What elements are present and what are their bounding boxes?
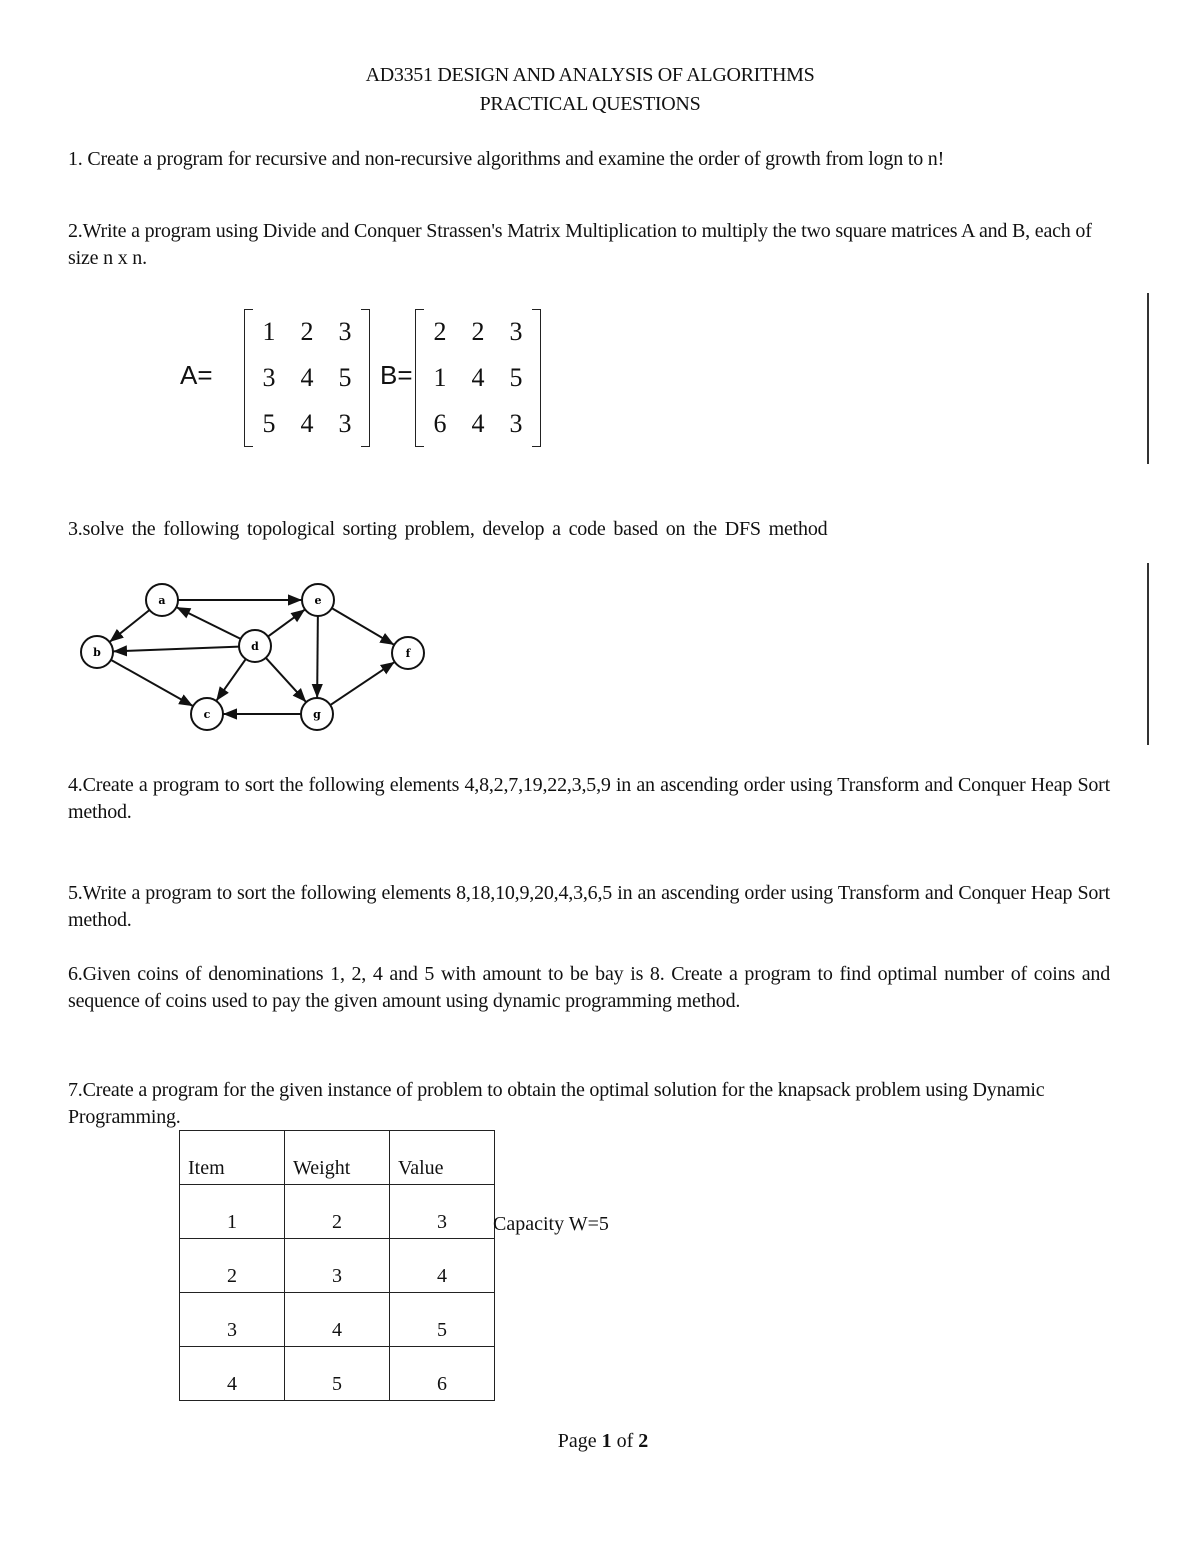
graph-node-c — [191, 698, 223, 730]
node-label: d — [251, 640, 259, 653]
graph-node-d — [239, 630, 271, 662]
document-title: AD3351 DESIGN AND ANALYSIS OF ALGORITHMS — [365, 64, 815, 86]
graph-edge-d-c — [216, 659, 246, 701]
topological-sort-graph — [0, 0, 1200, 760]
matrix-cell: 3 — [262, 363, 276, 392]
matrix-cell: 3 — [338, 317, 352, 346]
item-cell: 2 — [180, 1239, 285, 1293]
graph-node-g — [301, 698, 333, 730]
question-number: 2. — [68, 220, 83, 242]
matrix-cell: 4 — [300, 363, 314, 392]
item-cell: 3 — [180, 1293, 285, 1347]
matrix-b-label: B= — [380, 360, 413, 390]
question-number: 1. — [68, 148, 83, 170]
matrix-cell: 5 — [509, 363, 523, 392]
question-5 — [68, 880, 1110, 934]
value-cell: 4 — [390, 1239, 495, 1293]
table-row — [180, 1293, 495, 1347]
weight-cell: 5 — [285, 1347, 390, 1401]
graph-edge-e-f — [332, 608, 394, 645]
graph-edge-g-f — [330, 662, 394, 705]
graph-edge-b-c — [111, 660, 193, 706]
column-header-item: Item — [180, 1131, 285, 1185]
matrix-cell: 2 — [300, 317, 314, 346]
matrix-cell: 2 — [433, 317, 447, 346]
graph-edge-a-b — [109, 610, 149, 642]
question-number: 4. — [68, 774, 83, 796]
question-7 — [68, 1077, 1110, 1131]
knapsack-table — [179, 1130, 495, 1401]
graph-node-a — [146, 584, 178, 616]
matrix-cell: 4 — [300, 409, 314, 438]
of-label: of — [616, 1430, 634, 1452]
value-cell: 3 — [390, 1185, 495, 1239]
node-label: a — [158, 594, 166, 607]
capacity-label: Capacity W=5 — [493, 1213, 609, 1235]
graph-edge-e-g — [317, 616, 318, 698]
column-header-value: Value — [390, 1131, 495, 1185]
weight-cell: 2 — [285, 1185, 390, 1239]
question-number: 3. — [68, 518, 83, 540]
node-label: f — [405, 647, 411, 660]
table-row — [180, 1347, 495, 1401]
question-4 — [68, 772, 1110, 826]
document-subtitle: PRACTICAL QUESTIONS — [479, 93, 701, 115]
value-cell: 6 — [390, 1347, 495, 1401]
node-label: b — [93, 646, 101, 659]
matrix-cell: 4 — [471, 409, 485, 438]
matrix-cell: 1 — [262, 317, 276, 346]
page-indicator — [0, 1430, 1200, 1453]
question-text: Create a program to sort the following elements 4,8,2,7,19,22,3,5,9 in an ascending order using Transform and Conquer Heap Sort method. — [68, 774, 1110, 823]
node-label: c — [203, 708, 211, 721]
table-header-row — [180, 1131, 495, 1185]
question-text: Write a program to sort the following elements 8,18,10,9,20,4,3,6,5 in an ascending order using Transform and Conquer Heap Sort method. — [68, 882, 1110, 931]
matrix-cell: 5 — [262, 409, 276, 438]
question-number: 6. — [68, 963, 83, 985]
graph-node-e — [302, 584, 334, 616]
matrix-cell: 6 — [433, 409, 447, 438]
table-row — [180, 1185, 495, 1239]
matrix-cell: 3 — [338, 409, 352, 438]
graph-edge-d-b — [113, 647, 239, 652]
matrix-a-label: A= — [180, 360, 213, 390]
question-text: Create a program for the given instance of problem to obtain the optimal solution for the knapsack problem using Dynamic Programming. — [68, 1079, 1045, 1128]
page-prefix: Page — [557, 1430, 597, 1452]
weight-cell: 3 — [285, 1239, 390, 1293]
question-text: solve the following topological sorting problem, develop a code based on the DFS method — [82, 518, 828, 540]
total-pages: 2 — [638, 1430, 649, 1452]
graph-edge-d-g — [266, 658, 306, 702]
table-row — [180, 1239, 495, 1293]
graph-node-b — [81, 636, 113, 668]
matrix-cell: 3 — [509, 317, 523, 346]
graph-node-f — [392, 637, 424, 669]
question-text: Create a program for recursive and non-recursive algorithms and examine the order of growth from logn to n! — [87, 148, 945, 170]
node-label: g — [313, 708, 321, 721]
item-cell: 4 — [180, 1347, 285, 1401]
question-number: 5. — [68, 882, 83, 904]
matrix-cell: 5 — [338, 363, 352, 392]
node-label: e — [314, 594, 322, 607]
matrix-cell: 3 — [509, 409, 523, 438]
question-6 — [68, 961, 1110, 1015]
column-header-weight: Weight — [285, 1131, 390, 1185]
graph-edge-d-e — [268, 609, 305, 636]
value-cell: 5 — [390, 1293, 495, 1347]
question-text: Write a program using Divide and Conquer Strassen's Matrix Multiplication to multiply the two square matrices A and B, each of size n x n. — [68, 220, 1092, 269]
weight-cell: 4 — [285, 1293, 390, 1347]
matrix-cell: 4 — [471, 363, 485, 392]
graph-edge-d-a — [176, 607, 240, 639]
matrix-cell: 2 — [471, 317, 485, 346]
question-number: 7. — [68, 1079, 83, 1101]
question-text: Given coins of denominations 1, 2, 4 and 5 with amount to be bay is 8. Create a program to find optimal number of coins and sequence of coins used to pay the given amount using dynamic programming method. — [68, 963, 1110, 1012]
current-page: 1 — [601, 1430, 612, 1452]
matrix-cell: 1 — [433, 363, 447, 392]
item-cell: 1 — [180, 1185, 285, 1239]
